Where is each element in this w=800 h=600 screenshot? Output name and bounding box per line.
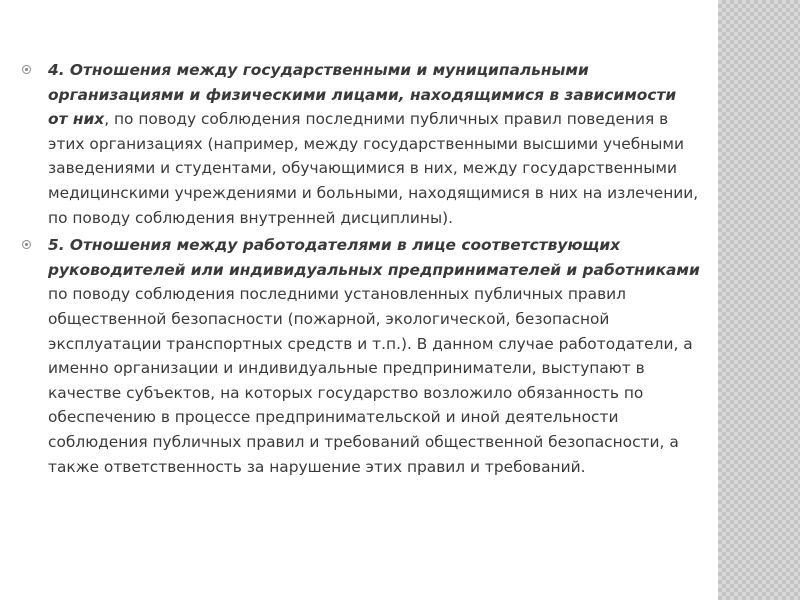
- bullet-4-text: , по поводу соблюдения последними публичных правил поведения в этих организациях (например, между государственными высшими учебными заведениями и студентами, обучающимися в них, между государственными медицинскими учреждениями и больными, находящимися в них на излечении, по поводу соблюдения внутренней дисциплины).: [48, 110, 699, 227]
- bullet-5-text: по поводу соблюдения последними установленных публичных правил общественной безопасности (пожарной, экологической, безопасной эксплуатации транспортных средств и т.п.). В данном случае работодатели, а именно организации и индивидуальные предприниматели, выступают в качестве субъектов, на которых государство возложило обязанность по обеспечению в процессе предпринимательской и иной деятельности соблюдения публичных правил и требований общественной безопасности, а также ответственность за нарушение этих правил и требований.: [48, 285, 693, 476]
- bullet-4-bold-text: 4. Отношения между государственными и муниципальными организациями и физическими лицами, находящимися в зависимости от них: [48, 61, 677, 129]
- circle-bullet-icon: [22, 240, 31, 249]
- bullet-item-5: [22, 233, 700, 479]
- slide-content: [22, 58, 700, 482]
- bullet-item-4: [22, 58, 700, 230]
- decorative-side-pattern: [718, 0, 800, 600]
- bullet-5-bold-text: 5. Отношения между работодателями в лице соответствующих руководителей или индивидуальных предпринимателей и работниками: [48, 236, 700, 279]
- circle-bullet-icon: [22, 65, 31, 74]
